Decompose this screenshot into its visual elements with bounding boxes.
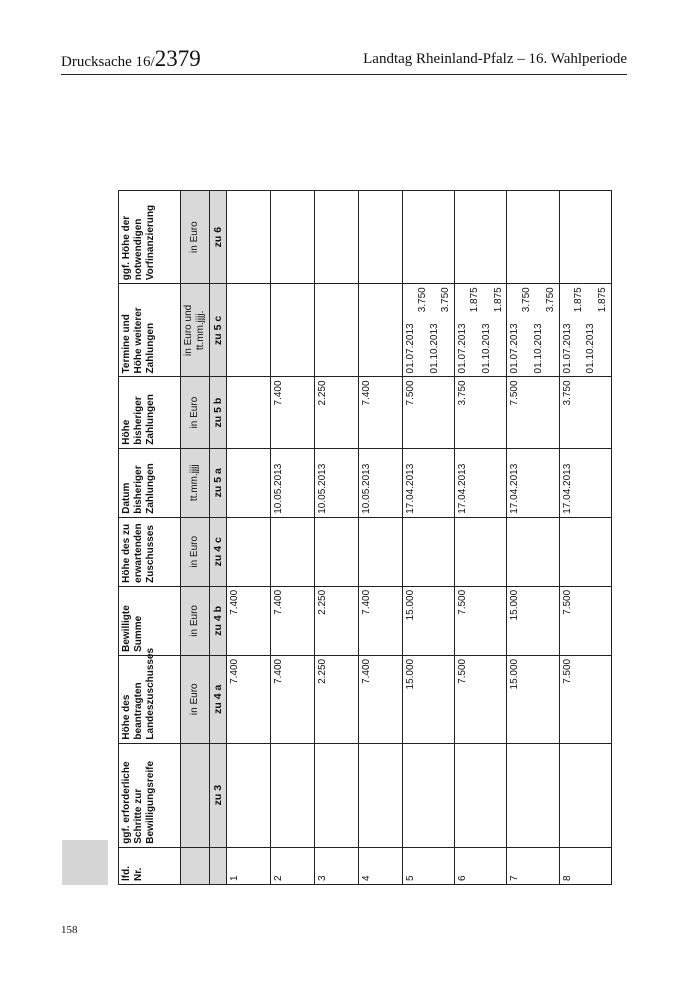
termin-amount: 3.750 xyxy=(416,287,428,313)
cell-termine xyxy=(559,284,611,377)
page-number: 158 xyxy=(61,924,78,936)
cell-hoehe: 7.400 xyxy=(270,377,314,448)
ref-cell: zu 5 c xyxy=(209,284,226,377)
cell-schritte xyxy=(358,743,402,847)
cell-termine xyxy=(270,284,314,377)
ref-cell xyxy=(209,847,226,884)
ref-cell: zu 4 a xyxy=(209,655,226,743)
cell-hoehe: 3.750 xyxy=(559,377,611,448)
cell-termine xyxy=(507,284,559,377)
ref-cell: zu 5 b xyxy=(209,377,226,448)
document-number xyxy=(61,46,201,72)
header-rule xyxy=(61,74,627,75)
termin-amount: 3.750 xyxy=(521,287,533,313)
cell-termine xyxy=(226,284,270,377)
termin-date: 01.10.2013 xyxy=(428,323,440,374)
cell-datum: 17.04.2013 xyxy=(402,448,454,517)
cell-erwartet xyxy=(402,517,454,586)
cell-nr: 6 xyxy=(455,847,507,884)
termin-date: 01.10.2013 xyxy=(532,323,544,374)
termin-amount: 1.875 xyxy=(468,287,480,313)
ref-cell: zu 5 a xyxy=(209,448,226,517)
col-header: Bewilligte Summe xyxy=(119,586,181,655)
table-row xyxy=(358,191,402,885)
termin-amount: 3.750 xyxy=(440,287,452,313)
cell-bewilligt: 7.500 xyxy=(559,586,611,655)
cell-schritte xyxy=(270,743,314,847)
cell-erwartet xyxy=(226,517,270,586)
cell-beantragt: 15.000 xyxy=(402,655,454,743)
cell-schritte xyxy=(507,743,559,847)
termin-date: 01.07.2013 xyxy=(509,323,521,374)
cell-erwartet xyxy=(314,517,358,586)
termin-date: 01.07.2013 xyxy=(457,323,469,374)
table-row xyxy=(226,191,270,885)
col-header: Höhe bisheriger Zahlungen xyxy=(119,377,181,448)
ref-cell: zu 4 b xyxy=(209,586,226,655)
cell-schritte xyxy=(455,743,507,847)
cell-beantragt: 7.500 xyxy=(559,655,611,743)
table-body xyxy=(226,191,611,885)
cell-datum: 10.05.2013 xyxy=(314,448,358,517)
unit-cell: tt.mm.jjjj xyxy=(181,448,210,517)
cell-nr: 1 xyxy=(226,847,270,884)
parliament-header: Landtag Rheinland-Pfalz – 16. Wahlperiode xyxy=(363,51,627,67)
termin-date: 01.07.2013 xyxy=(561,323,573,374)
cell-datum: 10.05.2013 xyxy=(358,448,402,517)
table-row xyxy=(559,191,611,885)
table-header-row xyxy=(119,191,181,885)
col-header: ggf. erforderliche Schritte zur Bewilligungsreife xyxy=(119,743,181,847)
cell-datum xyxy=(226,448,270,517)
cell-vorfin xyxy=(507,191,559,284)
table-row xyxy=(402,191,454,885)
cell-vorfin xyxy=(358,191,402,284)
cell-schritte xyxy=(559,743,611,847)
cell-nr: 8 xyxy=(559,847,611,884)
unit-cell: in Euro xyxy=(181,655,210,743)
cell-datum: 17.04.2013 xyxy=(507,448,559,517)
table-row xyxy=(314,191,358,885)
termin-amount: 1.875 xyxy=(596,287,608,313)
cell-nr: 7 xyxy=(507,847,559,884)
gray-marker-box xyxy=(62,840,108,885)
cell-hoehe: 7.500 xyxy=(507,377,559,448)
cell-vorfin xyxy=(559,191,611,284)
document-number-prefix: Drucksache 16/ xyxy=(61,54,155,70)
cell-hoehe: 7.400 xyxy=(358,377,402,448)
refs-row xyxy=(209,191,226,885)
cell-termine xyxy=(455,284,507,377)
rotated-table-container xyxy=(118,190,608,885)
termin-date: 01.10.2013 xyxy=(585,323,597,374)
cell-vorfin xyxy=(270,191,314,284)
cell-termine xyxy=(314,284,358,377)
col-header: Höhe des beantragten Landeszuschusses xyxy=(119,655,181,743)
document-number-value: 2379 xyxy=(154,46,201,71)
cell-hoehe: 3.750 xyxy=(455,377,507,448)
cell-beantragt: 7.400 xyxy=(270,655,314,743)
cell-vorfin xyxy=(455,191,507,284)
unit-cell: in Euro xyxy=(181,377,210,448)
cell-vorfin xyxy=(402,191,454,284)
cell-erwartet xyxy=(455,517,507,586)
units-row xyxy=(181,191,210,885)
cell-bewilligt: 15.000 xyxy=(507,586,559,655)
cell-datum: 10.05.2013 xyxy=(270,448,314,517)
cell-erwartet xyxy=(270,517,314,586)
cell-hoehe: 7.500 xyxy=(402,377,454,448)
cell-schritte xyxy=(226,743,270,847)
cell-nr: 3 xyxy=(314,847,358,884)
table-row xyxy=(507,191,559,885)
cell-beantragt: 2.250 xyxy=(314,655,358,743)
termin-amount: 1.875 xyxy=(492,287,504,313)
cell-termine xyxy=(358,284,402,377)
cell-hoehe xyxy=(226,377,270,448)
cell-erwartet xyxy=(559,517,611,586)
cell-beantragt: 7.400 xyxy=(226,655,270,743)
cell-beantragt: 7.400 xyxy=(358,655,402,743)
cell-beantragt: 7.500 xyxy=(455,655,507,743)
cell-schritte xyxy=(314,743,358,847)
table-row xyxy=(270,191,314,885)
unit-cell: in Euro und tt.mm.jjjj. xyxy=(181,284,210,377)
cell-bewilligt: 7.400 xyxy=(270,586,314,655)
cell-erwartet xyxy=(358,517,402,586)
unit-cell: in Euro xyxy=(181,191,210,284)
unit-cell xyxy=(181,847,210,884)
cell-nr: 5 xyxy=(402,847,454,884)
termin-amount: 1.875 xyxy=(573,287,585,313)
cell-erwartet xyxy=(507,517,559,586)
cell-bewilligt: 7.400 xyxy=(226,586,270,655)
cell-datum: 17.04.2013 xyxy=(455,448,507,517)
cell-vorfin xyxy=(314,191,358,284)
col-header: Höhe des zu erwartenden Zuschusses xyxy=(119,517,181,586)
cell-bewilligt: 15.000 xyxy=(402,586,454,655)
table-row xyxy=(455,191,507,885)
payments-table xyxy=(118,190,612,885)
cell-termine xyxy=(402,284,454,377)
unit-cell xyxy=(181,743,210,847)
unit-cell: in Euro xyxy=(181,586,210,655)
col-header: Datum bisheriger Zahlungen xyxy=(119,448,181,517)
cell-vorfin xyxy=(226,191,270,284)
cell-bewilligt: 7.400 xyxy=(358,586,402,655)
cell-beantragt: 15.000 xyxy=(507,655,559,743)
cell-nr: 2 xyxy=(270,847,314,884)
cell-hoehe: 2.250 xyxy=(314,377,358,448)
cell-bewilligt: 7.500 xyxy=(455,586,507,655)
unit-cell: in Euro xyxy=(181,517,210,586)
ref-cell: zu 3 xyxy=(209,743,226,847)
termin-date: 01.10.2013 xyxy=(480,323,492,374)
cell-datum: 17.04.2013 xyxy=(559,448,611,517)
cell-nr: 4 xyxy=(358,847,402,884)
ref-cell: zu 6 xyxy=(209,191,226,284)
col-header: lfd. Nr. xyxy=(119,847,181,884)
cell-bewilligt: 2.250 xyxy=(314,586,358,655)
termin-amount: 3.750 xyxy=(544,287,556,313)
col-header: ggf. Höhe der notwendigen Vorfinanzierung xyxy=(119,191,181,284)
col-header: Termine und Höhe weiterer Zahlungen xyxy=(119,284,181,377)
cell-schritte xyxy=(402,743,454,847)
ref-cell: zu 4 c xyxy=(209,517,226,586)
termin-date: 01.07.2013 xyxy=(404,323,416,374)
